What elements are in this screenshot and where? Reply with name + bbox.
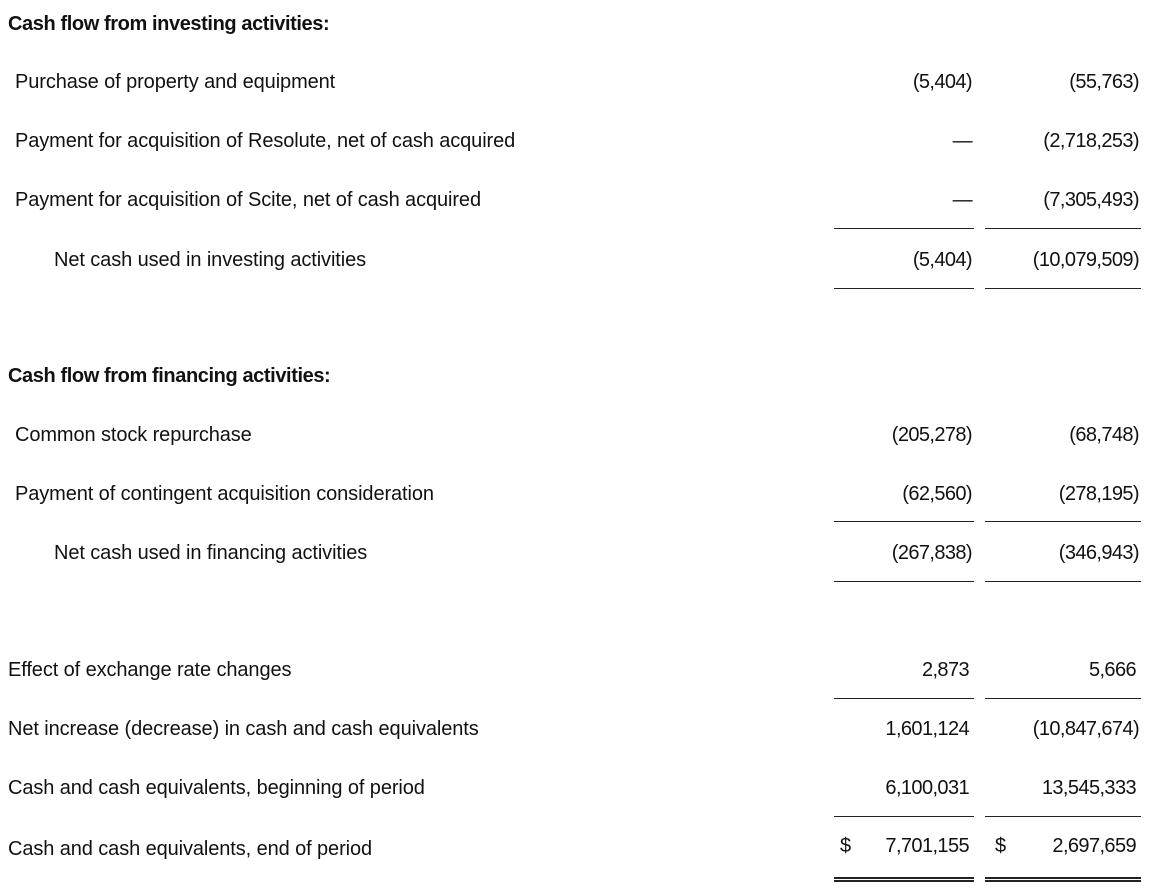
ending-balance-row <box>0 834 1154 864</box>
prior-period-value: (10,079,509) <box>1032 249 1139 271</box>
currency-symbol: $ <box>995 835 1007 857</box>
investing-section-heading-row <box>0 9 1154 39</box>
prior-period-value: (68,748) <box>1069 424 1139 446</box>
total-rule <box>985 581 1141 582</box>
subtotal-rule <box>985 521 1141 522</box>
subtotal-rule <box>834 698 974 699</box>
beginning-balance-row <box>0 773 1154 803</box>
prior-period-value: (346,943) <box>1058 542 1139 564</box>
current-period-value: 2,873 <box>921 659 969 681</box>
subtotal-rule <box>985 698 1141 699</box>
table-row <box>0 479 1154 509</box>
prior-period-value: (278,195) <box>1058 483 1139 505</box>
subtotal-rule <box>834 521 974 522</box>
prior-period-value: (7,305,493) <box>1043 189 1139 211</box>
row-label: Net cash used in investing activities <box>54 249 367 271</box>
current-period-value: 7,701,155 <box>885 835 969 857</box>
current-period-value: — <box>952 130 972 152</box>
total-rule <box>985 288 1141 289</box>
current-period-value: (62,560) <box>902 483 972 505</box>
subtotal-rule <box>985 228 1141 229</box>
row-label: Payment of contingent acquisition consideration <box>15 483 434 505</box>
current-period-value: (5,404) <box>912 71 972 93</box>
grand-total-double-rule <box>985 877 1141 882</box>
row-label: Common stock repurchase <box>15 424 252 446</box>
financing-section-heading-row <box>0 361 1154 391</box>
current-period-value: (267,838) <box>891 542 972 564</box>
row-label: Effect of exchange rate changes <box>8 659 292 681</box>
financing-total-row <box>0 538 1154 568</box>
prior-period-value: (55,763) <box>1069 71 1139 93</box>
prior-period-value: 13,545,333 <box>1041 777 1136 799</box>
investing-heading: Cash flow from investing activities: <box>8 13 330 35</box>
row-label: Cash and cash equivalents, end of period <box>8 838 373 860</box>
investing-total-row <box>0 245 1154 275</box>
current-period-value: — <box>952 189 972 211</box>
row-label: Cash and cash equivalents, beginning of period <box>8 777 425 799</box>
currency-symbol: $ <box>840 835 852 857</box>
row-label: Payment for acquisition of Scite, net of cash acquired <box>15 189 481 211</box>
table-row <box>0 185 1154 215</box>
subtotal-rule <box>834 228 974 229</box>
row-label: Net increase (decrease) in cash and cash equivalents <box>8 718 479 740</box>
current-period-value: (205,278) <box>891 424 972 446</box>
total-rule <box>834 581 974 582</box>
current-period-value: 1,601,124 <box>885 718 969 740</box>
table-row <box>0 126 1154 156</box>
prior-period-value: (2,718,253) <box>1043 130 1139 152</box>
prior-period-value: (10,847,674) <box>1032 718 1139 740</box>
table-row <box>0 420 1154 450</box>
row-label: Payment for acquisition of Resolute, net of cash acquired <box>15 130 516 152</box>
total-rule <box>834 288 974 289</box>
subtotal-rule <box>834 816 974 817</box>
grand-total-double-rule <box>834 877 974 882</box>
row-label: Net cash used in financing activities <box>54 542 368 564</box>
net-change-row <box>0 714 1154 744</box>
current-period-value: 6,100,031 <box>885 777 969 799</box>
exchange-rate-row <box>0 655 1154 685</box>
prior-period-value: 5,666 <box>1088 659 1136 681</box>
prior-period-value: 2,697,659 <box>1052 835 1136 857</box>
subtotal-rule <box>985 816 1141 817</box>
row-label: Purchase of property and equipment <box>15 71 336 93</box>
table-row <box>0 67 1154 97</box>
financing-heading: Cash flow from financing activities: <box>8 365 331 387</box>
current-period-value: (5,404) <box>912 249 972 271</box>
